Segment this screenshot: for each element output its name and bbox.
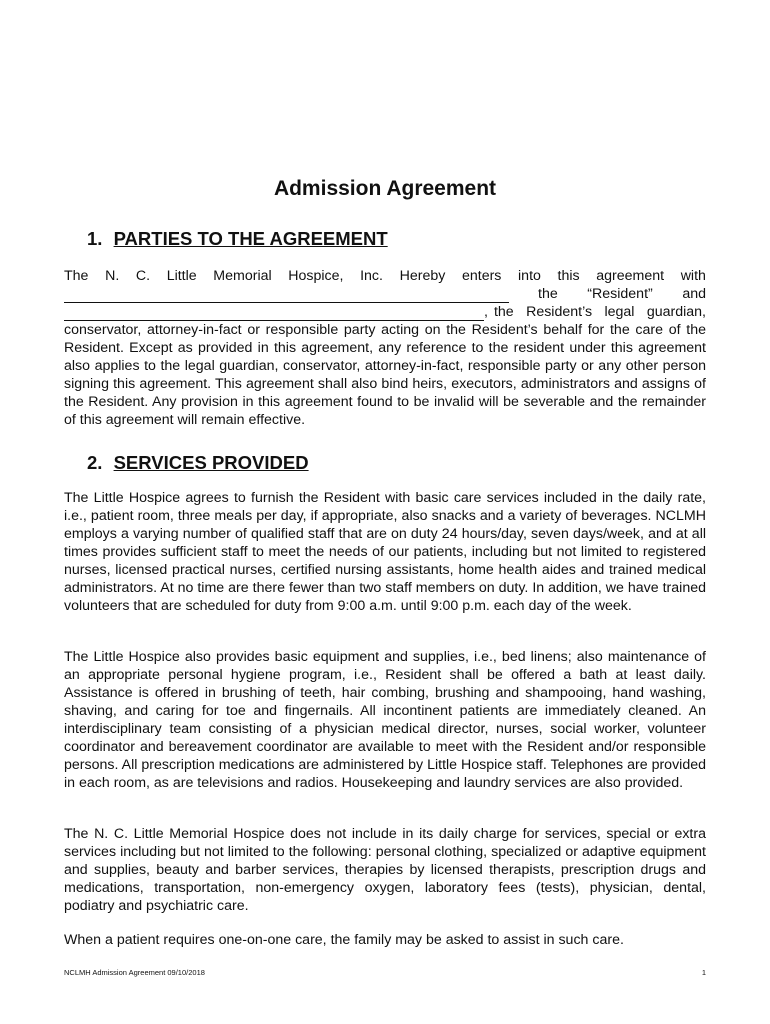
section-2-title: SERVICES PROVIDED (113, 452, 309, 473)
footer-page-number: 1 (701, 968, 706, 977)
section-1-heading (87, 228, 388, 250)
parties-line-1: The N. C. Little Memorial Hospice, Inc. Hereby enters into this agreement with (64, 268, 706, 284)
section-2-heading (87, 452, 309, 474)
resident-name-field[interactable] (64, 289, 509, 303)
services-paragraph-4: When a patient requires one-on-one care, the family may be asked to assist in such care. (64, 932, 624, 948)
section-1-number: 1. (87, 228, 103, 249)
parties-line-2: the “Resident” and (64, 285, 706, 303)
section-2-number: 2. (87, 452, 103, 473)
services-paragraph-3: The N. C. Little Memorial Hospice does not include in its daily charge for services, special or extra services including but not limited to the following: personal clothing, specialized or adaptive equipment and supplies, beauty and barber services, therapies by licensed therapists, prescription drugs and medications, transportation, non-emergency oxygen, laboratory fees (tests), physician, dental, podiatry and psychiatric care. (64, 826, 706, 914)
services-paragraph-1: The Little Hospice agrees to furnish the Resident with basic care services included in the daily rate, i.e., patient room, three meals per day, if appropriate, also snacks and a variety of beverages. NCLMH employs a varying number of qualified staff that are on duty 24 hours/day, seven days/week, and at all times provides sufficient staff to meet the needs of our patients, including but not limited to registered nurses, licensed practical nurses, certified nursing assistants, home health aides and trained medical administrators. At no time are there fewer than two staff members on duty. In addition, we have trained volunteers that are scheduled for duty from 9:00 a.m. until 9:00 p.m. each day of the week. (64, 490, 706, 614)
guardian-name-field[interactable] (64, 307, 484, 321)
footer-document-id: NCLMH Admission Agreement 09/10/2018 (64, 968, 205, 977)
parties-line-3: , the Resident’s legal guardian, (64, 303, 706, 321)
document-title: Admission Agreement (273, 177, 497, 200)
parties-body-text: conservator, attorney-in-fact or responsible party acting on the Resident’s behalf for the care of the Resident. Except as provided in this agreement, any reference to the resident under this agreement also applies to the legal guardian, conservator, attorney-in-fact, responsible party or any other person signing this agreement. This agreement shall also bind heirs, executors, administrators and assigns of the Resident. Any provision in this agreement found to be invalid will be severable and the remainder of this agreement will remain effective. (64, 322, 706, 428)
section-1-title: PARTIES TO THE AGREEMENT (113, 228, 388, 249)
services-paragraph-2: The Little Hospice also provides basic equipment and supplies, i.e., bed linens; also maintenance of an appropriate personal hygiene program, i.e., Resident shall be offered a bath at least daily. Assistance is offered in brushing of teeth, hair combing, brushing and shampooing, hand washing, shaving, and caring for toe and fingernails. All incontinent patients are immediately cleaned. An interdisciplinary team consisting of a physician medical director, nurses, social worker, volunteer coordinator and bereavement coordinator are available to meet with the Resident and/or responsible persons. All prescription medications are administered by Little Hospice staff. Telephones are provided in each room, as are televisions and radios. Housekeeping and laundry services are also provided. (64, 649, 706, 791)
parties-paragraph (64, 267, 706, 429)
